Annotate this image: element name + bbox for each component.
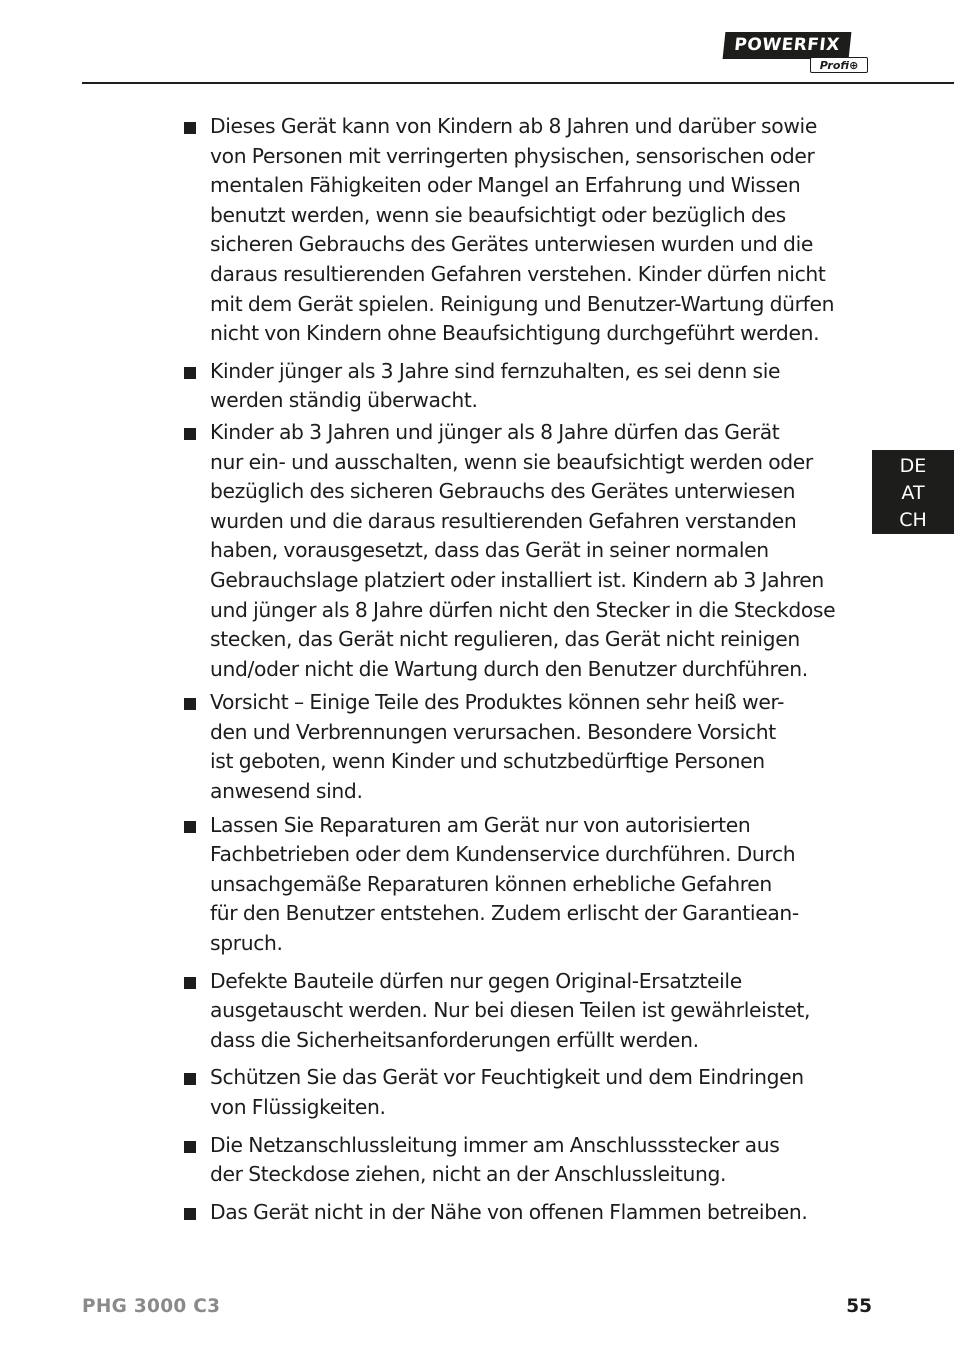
country-code-de: DE	[899, 455, 927, 477]
country-code-at: AT	[901, 482, 925, 504]
list-item	[182, 357, 844, 416]
footer-model-number: PHG 3000 C3	[82, 1296, 221, 1317]
list-item	[182, 1063, 844, 1122]
square-bullet-icon	[184, 1073, 196, 1085]
list-item-text: Das Gerät nicht in der Nähe von offenen Flammen betreiben.	[210, 1199, 808, 1224]
list-item	[182, 1131, 844, 1190]
square-bullet-icon	[184, 977, 196, 989]
list-item-text: Vorsicht – Einige Teile des Produktes können sehr heiß wer- den und Verbrennungen verursachen. Besondere Vorsicht ist geboten, wenn Kinder und schutzbedürftige Personen anwesend sind.	[210, 690, 785, 804]
list-item	[182, 112, 844, 349]
list-item-text: Kinder ab 3 Jahren und jünger als 8 Jahre dürfen das Gerät nur ein- und ausschalten, wenn sie beaufsichtigt werden oder bezüglich des sicheren Gebrauchs des Gerätes unterwiesen wurden und die daraus resultierenden Gefahren verstanden haben, vorausgesetzt, dass das Gerät in seiner normalen Gebrauchslage platziert oder installiert ist. Kindern ab 3 Jahren und jünger als 8 Jahre dürfen nicht den Stecker in die Steckdose stecken, das Gerät nicht regulieren, das Gerät nicht reinigen und/oder nicht die Wartung durch den Benutzer durchführen.	[210, 419, 836, 681]
logo-subbrand: Profi⊕	[810, 57, 868, 73]
page-number: 55	[846, 1296, 872, 1317]
list-item-text: Die Netzanschlussleitung immer am Anschlussstecker aus der Steckdose ziehen, nicht an der Anschlussleitung.	[210, 1132, 780, 1187]
list-item	[182, 967, 844, 1056]
logo-wordmark: POWERFIX	[723, 32, 852, 59]
list-item	[182, 418, 844, 684]
list-item	[182, 811, 844, 959]
list-item	[182, 1198, 844, 1228]
square-bullet-icon	[184, 367, 196, 379]
header-divider	[82, 82, 954, 84]
list-item-text: Defekte Bauteile dürfen nur gegen Original-Ersatzteile ausgetauscht werden. Nur bei diesen Teilen ist gewährleistet, dass die Sicherheitsanforderungen erfüllt werden.	[210, 968, 811, 1052]
list-item	[182, 688, 844, 806]
list-item-text: Lassen Sie Reparaturen am Gerät nur von autorisierten Fachbetrieben oder dem Kundenservice durchführen. Durch unsachgemäße Reparaturen können erhebliche Gefahren für den Benutzer entstehen. Zudem erlischt der Garantiean- spruch.	[210, 812, 799, 956]
list-item-text: Schützen Sie das Gerät vor Feuchtigkeit und dem Eindringen von Flüssigkeiten.	[210, 1065, 804, 1119]
country-tab	[872, 450, 954, 534]
square-bullet-icon	[184, 1141, 196, 1153]
square-bullet-icon	[184, 428, 196, 440]
square-bullet-icon	[184, 698, 196, 710]
square-bullet-icon	[184, 1208, 196, 1220]
brand-logo	[724, 32, 870, 76]
safety-instructions-list	[182, 112, 844, 1227]
square-bullet-icon	[184, 122, 196, 134]
country-code-ch: CH	[899, 509, 927, 531]
list-item-text: Dieses Gerät kann von Kindern ab 8 Jahren und darüber sowie von Personen mit verringerten physischen, sensorischen oder mentalen Fähigkeiten oder Mangel an Erfahrung und Wissen benutzt werden, wenn sie beaufsichtigt oder bezüglich des sicheren Gebrauchs des Gerätes unterwiesen wurden und die daraus resultierenden Gefahren verstehen. Kinder dürfen nicht mit dem Gerät spielen. Reinigung und Benutzer-Wartung dürfen nicht von Kindern ohne Beaufsichtigung durchgeführt werden.	[210, 114, 835, 346]
list-item-text: Kinder jünger als 3 Jahre sind fernzuhalten, es sei denn sie werden ständig überwacht.	[210, 358, 781, 413]
square-bullet-icon	[184, 821, 196, 833]
